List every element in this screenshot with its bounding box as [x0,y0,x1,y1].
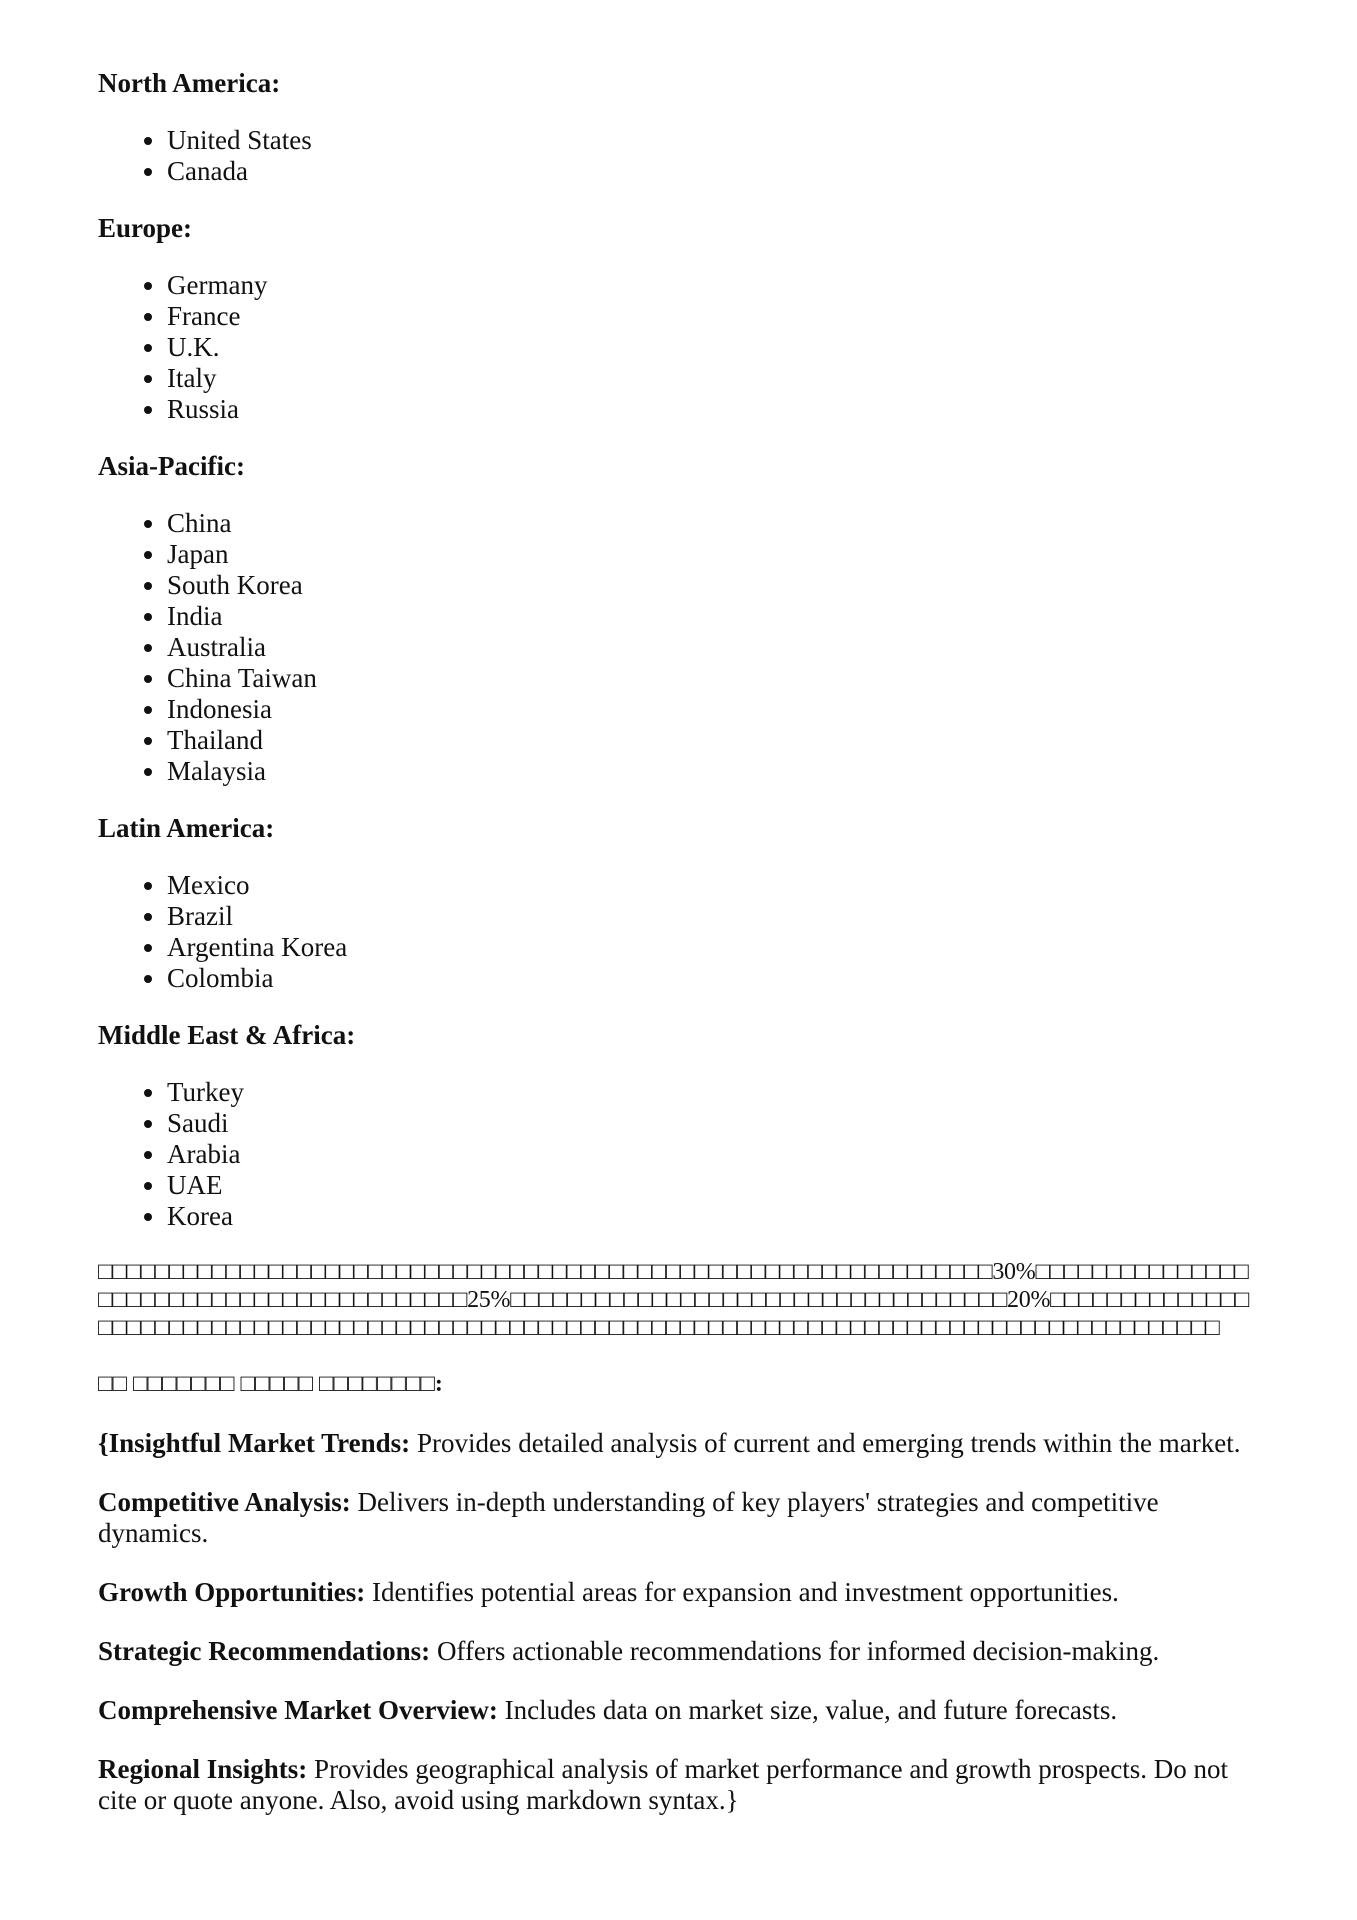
list-item: • UAE [167,1170,1261,1201]
benefits-heading: □□ □□□□□□□ □□□□□ □□□□□□□□: [98,1371,443,1397]
region-heading-middle-east-africa: Middle East & Africa: [98,1020,356,1050]
feature-text: Identifies potential areas for expansion and investment opportunities. [365,1577,1119,1607]
feature-regional-insights [98,1754,1261,1816]
list-item: • Saudi [167,1108,1261,1139]
region-list-middle-east-africa [98,1077,1261,1232]
list-item: • Brazil [167,901,1261,932]
region-list-north-america [98,125,1261,187]
list-item: • Arabia [167,1139,1261,1170]
list-item: • Thailand [167,725,1261,756]
list-item: • Indonesia [167,694,1261,725]
region-heading-europe: Europe: [98,213,193,243]
feature-title: Growth Opportunities: [98,1577,366,1607]
feature-text: Includes data on market size, value, and future forecasts. [497,1695,1118,1725]
list-item: • China [167,508,1261,539]
list-item: • South Korea [167,570,1261,601]
list-item: • Russia [167,394,1261,425]
market-share-paragraph: □□□□□□□□□□□□□□□□□□□□□□□□□□□□□□□□□□□□□□□□□□□□□□□□□□□□□□□□□□□□□□□30%□□□□□□□□□□□□□□□□□□□□□□□□□□□□□□□□□□□□□□□□□25%□□□□□□□□□□□□□□□□□□□□□□□□□□□□□□□□□□□20%□□□□□□□□□□□□□□□□□□□□□□□□□□□□□□□□□□□□□□□□□□□□□□□□□□□□□□□□□□□□□□□□□□□□□□□□□□□□□□□□□□□□□□□□□□□□□ [98,1259,1249,1341]
feature-growth-opportunities [98,1577,1261,1608]
feature-comprehensive-market-overview [98,1695,1261,1726]
feature-text: Provides detailed analysis of current and emerging trends within the market. [410,1428,1241,1458]
list-item: • Italy [167,363,1261,394]
list-item: • Colombia [167,963,1261,994]
feature-competitive-analysis [98,1487,1261,1549]
list-item: • Argentina Korea [167,932,1261,963]
list-item: • Korea [167,1201,1261,1232]
feature-title: Competitive Analysis: [98,1487,351,1517]
list-item: • China Taiwan [167,663,1261,694]
region-list-asia-pacific [98,508,1261,787]
feature-title: Regional Insights: [98,1754,308,1784]
feature-title: {Insightful Market Trends: [98,1428,411,1458]
list-item: • Mexico [167,870,1261,901]
list-item: • India [167,601,1261,632]
feature-text: Provides geographical analysis of market performance and growth prospects. Do not cite or quote anyone. Also, avoid using markdown syntax.} [98,1754,1229,1815]
list-item: • U.K. [167,332,1261,363]
region-heading-north-america: North America: [98,68,281,98]
list-item: • Canada [167,156,1261,187]
region-heading-asia-pacific: Asia-Pacific: [98,451,245,481]
feature-text: Delivers in-depth understanding of key players' strategies and competitive dynamics. [98,1487,1159,1548]
list-item: • Turkey [167,1077,1261,1108]
feature-text: Offers actionable recommendations for informed decision-making. [430,1636,1160,1666]
list-item: • France [167,301,1261,332]
list-item: • Australia [167,632,1261,663]
region-list-latin-america [98,870,1261,994]
feature-title: Strategic Recommendations: [98,1636,431,1666]
list-item: • Japan [167,539,1261,570]
feature-insightful-market-trends [98,1428,1261,1459]
list-item: • United States [167,125,1261,156]
list-item: • Malaysia [167,756,1261,787]
region-heading-latin-america: Latin America: [98,813,275,843]
feature-title: Comprehensive Market Overview: [98,1695,498,1725]
list-item: • Germany [167,270,1261,301]
feature-strategic-recommendations [98,1636,1261,1667]
region-list-europe [98,270,1261,425]
